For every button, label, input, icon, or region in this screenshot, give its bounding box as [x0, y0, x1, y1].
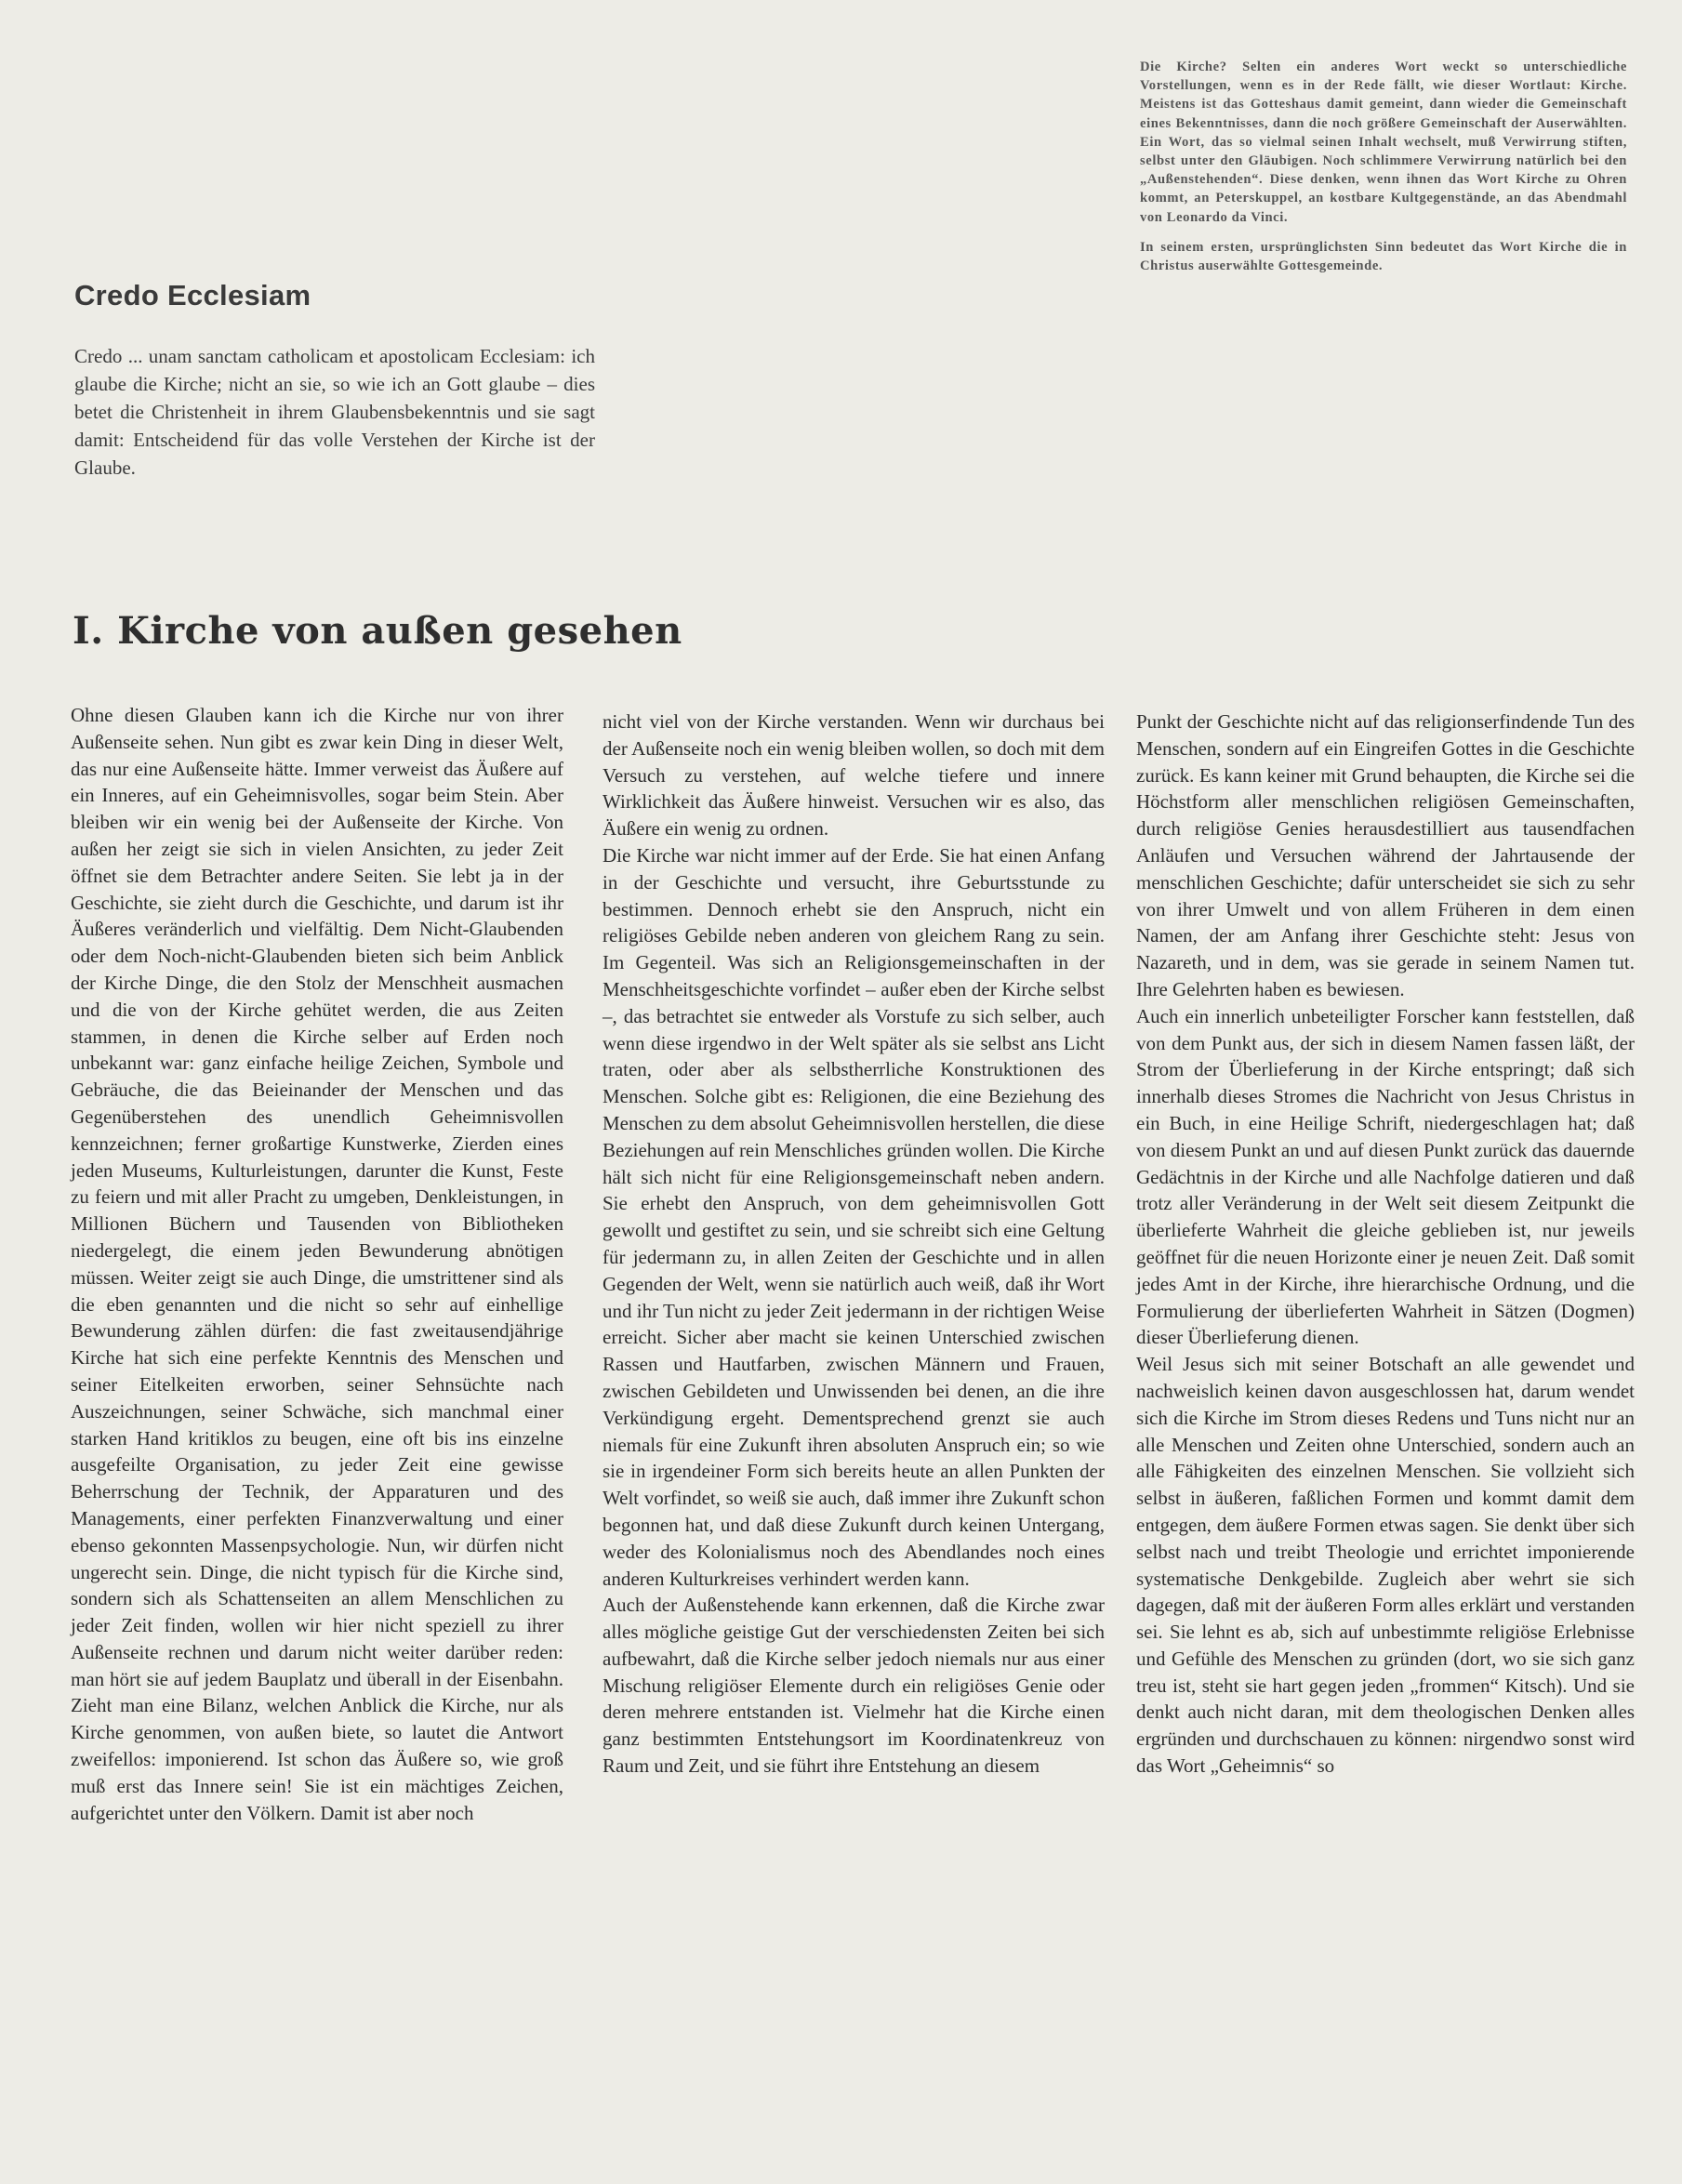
body-paragraph: Auch der Außenstehende kann erkennen, daß die Kirche zwar alles mögliche geistige Gut der verschiedensten Zeiten bei sich aufbewahrt, daß die Kirche selber jedoch niemals nur aus einer Mischung religiöser Elemente durch ein religiöses Genie oder deren mehrere entstanden ist. Vielmehr hat die Kirche einen ganz bestimmten Entstehungsort im Koordinatenkreuz von Raum und Zeit, und sie führt ihre Entstehung an diesem	[603, 1594, 1105, 1778]
text-column-3	[1136, 708, 1635, 1780]
body-paragraph: Auch ein innerlich unbeteiligter Forscher kann feststellen, daß von dem Punkt aus, der sich in diesem Namen fassen läßt, der Strom der Überlieferung in der Kirche entspringt; daß sich innerhalb dieses Stromes die Nachricht von Jesus Christus in ein Buch, in eine Heilige Schrift, niedergeschlagen hat; daß von diesem Punkt an und auf diesen Punkt zurück das dauernde Gedächtnis in der Kirche und alle Nachfolge datieren und daß trotz aller Veränderung in der Welt seit diesem Zeitpunkt die überlieferte Wahrheit die gleiche geblieben ist, nur jeweils geöffnet für die neuen Horizonte einer je neuen Zeit. Daß somit jedes Amt in der Kirche, ihre hierarchische Ordnung, und die Formulierung der überlieferten Wahrheit in Sätzen (Dogmen) dieser Überlieferung dienen.	[1136, 1004, 1635, 1349]
intro-block	[1140, 58, 1627, 286]
body-paragraph: nicht viel von der Kirche verstanden. Wenn wir durchaus bei der Außenseite noch ein wenig bleiben wollen, so doch mit dem Versuch zu verstehen, auf welche tiefere und innere Wirklichkeit das Äußere hinweist. Versuchen wir es also, das Äußere ein wenig zu ordnen.	[603, 710, 1105, 841]
intro-paragraph: In seinem ersten, ursprünglichsten Sinn bedeutet das Wort Kirche die in Christus auserwählte Gottesgemeinde.	[1140, 239, 1627, 274]
body-paragraph: Ohne diesen Glauben kann ich die Kirche nur von ihrer Außenseite sehen. Nun gibt es zwar kein Ding in dieser Welt, das nur eine Außenseite hätte. Immer verweist das Äußere auf ein Inneres, auf ein Geheimnisvolles, sogar beim Stein. Aber bleiben wir ein wenig bei der Außenseite der Kirche. Von außen her zeigt sie sich in vielen Ansichten, zu jeder Zeit öffnet sie dem Betrachter andere Seiten. Sie lebt ja in der Geschichte, sie zieht durch die Geschichte, und darum ist ihr Äußeres veränderlich und vielfältig. Dem Nicht-Glaubenden oder dem Noch-nicht-Glaubenden bieten sich beim Anblick der Kirche Dinge, die den Stolz der Menschheit ausmachen und die von der Kirche gehütet werden, die aus Zeiten stammen, in denen die Kirche selber auf Erden noch unbekannt war: ganz einfache heilige Zeichen, Symbole und Gebräuche, die das Beieinander der Menschen und das Gegenüberstehen des unendlich Geheimnisvollen kennzeichnen; ferner großartige Kunstwerke, Zierden eines jeden Museums, Kulturleistungen, darunter die Kunst, Feste zu feiern und mit aller Pracht zu umgeben, Denkleistungen, in Millionen Büchern und Tausenden von Bibliotheken niedergelegt, die einem jeden Bewunderung abnötigen müssen. Weiter zeigt sie auch Dinge, die umstrittener sind als die eben genannten und die nicht so sehr auf einhellige Bewunderung zählen dürfen: die fast zweitausendjährige Kirche hat sich eine perfekte Kenntnis des Menschen und seiner Eitelkeiten erworben, seiner Sehnsüchte nach Auszeichnungen, seiner Schwäche, sich manchmal einer starken Hand kritiklos zu beugen, eine oft bis ins einzelne ausgefeilte Organisation, zu jeder Zeit eine gewisse Beherrschung der Technik, der Apparaturen und des Managements, einer perfekten Finanzverwaltung und einer ebenso gekonnten Massenpsychologie. Nun, wir dürfen nicht ungerecht sein. Dinge, die nicht typisch für die Kirche sind, sondern sich als Schattenseiten an allem Menschlichen zu jeder Zeit finden, wollen wir hier nicht speziell zu ihrer Außenseite rechnen und darum nicht weiter darüber reden: man hört sie auf jedem Bauplatz und überall in der Eisenbahn. Zieht man eine Bilanz, welchen Anblick die Kirche, nur als Kirche genommen, von außen biete, so lautet die Antwort zweifellos: imponierend. Ist schon das Äußere so, wie groß muß erst das Innere sein! Sie ist ein mächtiges Zeichen, aufgerichtet unter den Völkern. Damit ist aber noch	[71, 704, 563, 1824]
credo-title: Credo Ecclesiam	[74, 279, 311, 311]
intro-paragraph: Die Kirche? Selten ein anderes Wort weckt so unterschiedliche Vorstellungen, wenn es in der Rede fällt, wie dieser Wortlaut: Kirche. Meistens ist das Gotteshaus damit gemeint, dann wieder die Gemeinschaft eines Bekenntnisses, dann die noch größere Gemeinschaft der Auserwählten. Ein Wort, das so vielmal seinen Inhalt wechselt, muß Verwirrung stiften, selbst unter den Gläubigen. Noch schlimmere Verwirrung natürlich bei den „Außenstehenden“. Diese denken, wenn ihnen das Wort Kirche zu Ohren kommt, an Peterskuppel, an kostbare Kultgegenstände, an das Abendmahl von Leonardo da Vinci.	[1140, 60, 1627, 225]
text-column-1	[71, 702, 563, 1826]
text-column-2	[603, 708, 1105, 1780]
body-paragraph: Weil Jesus sich mit seiner Botschaft an alle gewendet und nachweislich keinen davon ausgeschlossen hat, darum wendet sich die Kirche im Strom dieses Redens und Tuns nicht nur an alle Menschen und Zeiten ohne Unterschied, sondern auch an alle Fähigkeiten des einzelnen Menschen. Sie vollzieht sich selbst in äußeren, faßlichen Formen und kommt damit dem entgegen, dem äußere Formen etwas sagen. Sie denkt über sich selbst nach und treibt Theologie und errichtet imponierende systematische Denkgebilde. Zugleich aber wehrt sie sich dagegen, daß mit der äußeren Form alles erklärt und verstanden sei. Sie lehnt es ab, sich auf unbestimmte religiöse Erlebnisse und Gefühle des Menschen zu gründen (dort, wo sie sich ganz treu ist, steht sie hart gegen jeden „frommen“ Kitsch). Und sie denkt auch nicht daran, mit dem theologischen Denken alles ergründen und durchschauen zu können: nirgendwo sonst wird das Wort „Geheimnis“ so	[1136, 1353, 1635, 1778]
body-paragraph: Punkt der Geschichte nicht auf das religionserfindende Tun des Menschen, sondern auf ein Eingreifen Gottes in die Geschichte zurück. Es kann keiner mit Grund behaupten, die Kirche sei die Höchstform aller menschlichen religiösen Gemeinschaften, durch religiöse Genies herausdestilliert aus tausendfachen Anläufen und Versuchen während der Jahrtausende der menschlichen Geschichte; dafür unterscheidet sie sich zu sehr von ihrer Umwelt und von allem Früheren in dem einen Namen, der am Anfang ihrer Geschichte steht: Jesus von Nazareth, und in dem, was sie gerade in seinem Namen tut. Ihre Gelehrten haben es bewiesen.	[1136, 710, 1635, 1000]
section-heading: I. Kirche von außen gesehen	[73, 609, 682, 653]
body-paragraph: Die Kirche war nicht immer auf der Erde. Sie hat einen Anfang in der Geschichte und versucht, ihre Geburtsstunde zu bestimmen. Dennoch erhebt sie den Anspruch, nicht ein religiöses Gebilde neben anderen von gleichem Rang zu sein. Im Gegenteil. Was sich an Religionsgemeinschaften in der Menschheitsgeschichte vorfindet – außer eben der Kirche selbst –, das betrachtet sie entweder als Vorstufe zu sich selber, auch wenn diese irgendwo in der Welt später als sie selbst ans Licht traten, oder aber als selbstherrliche Konstruktionen des Menschen. Solche gibt es: Religionen, die eine Beziehung des Menschen zu dem absolut Geheimnisvollen herstellen, die diese Beziehungen auf rein Menschliches gründen wollen. Die Kirche hält sich nicht für eine Religionsgemeinschaft neben andern. Sie erhebt den Anspruch, von dem geheimnisvollen Gott gewollt und gestiftet zu sein, und sie schreibt sich eine Geltung für jedermann zu, in allen Zeiten der Geschichte und in allen Gegenden der Welt, wenn sie natürlich auch weiß, daß ihr Wort und ihr Tun nicht zu jeder Zeit jedermann in der richtigen Weise erreicht. Sicher aber macht sie keinen Unterschied zwischen Rassen und Hautfarben, zwischen Männern und Frauen, zwischen Gebildeten und Unwissenden bei denen, an die ihre Verkündigung ergeht. Dementsprechend grenzt sie auch niemals für eine Zukunft ihren absoluten Anspruch ein; so wie sie in irgendeiner Form sich bereits heute an allen Punkten der Welt vorfindet, so weiß sie auch, daß immer ihre Zukunft schon begonnen hat, und daß diese Zukunft durch keinen Untergang, weder des Kolonialismus noch des Abendlandes noch eines anderen Kulturkreises verhindert werden kann.	[603, 843, 1105, 1590]
credo-text: Credo ... unam sanctam catholicam et apostolicam Ecclesiam: ich glaube die Kirche; nicht an sie, so wie ich an Gott glaube – dies betet die Christenheit in ihrem Glaubensbekenntnis und sie sagt damit: Entscheidend für das volle Verstehen der Kirche ist der Glaube.	[74, 345, 595, 479]
